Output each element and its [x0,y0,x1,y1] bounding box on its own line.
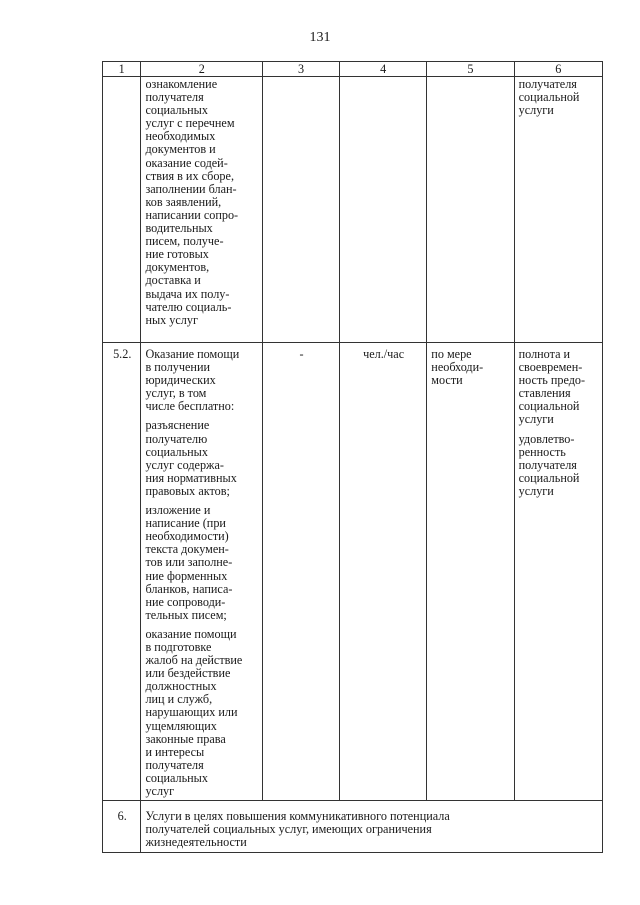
text-line: удовлетво- [518,431,575,446]
text-line: или бездействие [145,666,231,681]
text-line: социальных [145,770,208,785]
text-line: чателю социаль- [145,299,232,314]
text-line: услуг, в том [145,386,207,401]
row-number: 6. [103,801,141,853]
unit-cell [339,77,426,343]
text-line: социальной [518,90,580,105]
page-number: 131 [309,30,331,45]
frequency-text [431,348,510,387]
quality-text [519,78,599,117]
text-line: услуги [518,412,554,427]
services-table [102,61,603,853]
header-cell: 6 [514,62,602,77]
text-line: необходимости) [145,529,229,544]
row-number: 5.2. [103,343,141,801]
text-line: лиц и служб, [145,692,213,707]
frequency-cell [427,77,514,343]
service-description [145,78,259,327]
text-line: числе бесплатно: [145,399,235,414]
table-row-6 [103,801,603,853]
text-line: Оказание помощи [145,347,240,361]
header-cell: 3 [263,62,340,77]
text-line: ков заявлений, [145,194,222,209]
text-line: оказание содей- [145,155,228,170]
unit-value: чел./час [339,343,426,801]
quality-text [519,348,599,498]
text-line: документов и [145,142,216,157]
text-line: написании сопро- [145,207,239,222]
text-line: писем, получе- [145,234,224,249]
text-line: бланков, написа- [145,581,233,596]
text-line: выдача их полу- [145,286,230,301]
text-line: ние готовых [145,247,209,262]
text-line: ние сопроводи- [145,594,226,609]
text-paragraph [145,419,259,498]
table-row-continued [103,77,603,343]
text-line: написание (при [145,516,226,531]
text-line: получателю [145,431,208,446]
quality-cell [514,77,602,343]
text-line: ных услуг [145,312,198,327]
text-line: социальной [518,399,580,414]
cost-cell [263,77,340,343]
text-line: должностных [145,679,217,694]
text-line: в получении [145,360,210,375]
text-line: услуги [518,483,554,498]
text-line: ние форменных [145,568,228,583]
service-description [145,348,259,798]
text-line: ренность [518,444,566,459]
text-paragraph [145,504,259,622]
frequency-cell [427,343,514,801]
text-line: правовых актов; [145,483,230,498]
text-line: законные права [145,731,226,746]
cost-value: - [263,343,340,801]
text-line: ущемляющих [145,718,217,733]
service-description-cell [141,77,263,343]
text-line: изложение и [145,503,211,518]
text-line: необходи- [431,360,484,375]
quality-cell [514,343,602,801]
row-number-cell [103,77,141,343]
text-line: тельных писем; [145,607,227,622]
text-line: своевремен- [518,360,583,375]
text-line: текста докумен- [145,542,229,557]
text-line: получателя [145,90,204,105]
text-line: жизнедеятельности [145,835,247,850]
text-paragraph [519,348,599,427]
text-line: оказание помощи [145,626,237,641]
text-line: доставка и [145,273,201,288]
text-line: услуг [145,784,175,798]
service-description-cell [141,343,263,801]
text-line: услуг с перечнем [145,116,235,131]
text-paragraph [519,433,599,498]
text-line: жалоб на действие [145,653,243,668]
text-line: полнота и [518,347,571,361]
text-line: в подготовке [145,639,212,654]
table-row-5-2 [103,343,603,801]
text-line: мости [431,373,463,388]
text-line: Услуги в целях повышения коммуникативного потенциала [145,809,450,824]
text-line: ность предо- [518,373,586,388]
header-cell: 1 [103,62,141,77]
text-line: услуг содержа- [145,457,224,472]
text-line: водительных [145,221,213,236]
text-line: разъяснение [145,418,210,433]
text-line: ознакомление [145,77,218,91]
text-line: и интересы [145,744,205,759]
header-cell: 2 [141,62,263,77]
text-line: получателя [518,457,577,472]
text-line: ния нормативных [145,470,237,485]
text-line: юридических [145,373,216,388]
text-line: социальных [145,444,208,459]
text-line: услуги [518,103,554,118]
text-line: ствия в их сборе, [145,168,234,183]
section-title [145,810,599,849]
text-line: получателя [518,77,577,91]
text-line: заполнении блан- [145,181,237,196]
text-line: получателей социальных услуг, имеющих ограничения [145,822,432,837]
header-cell: 4 [339,62,426,77]
header-cell: 5 [427,62,514,77]
section-title-cell [141,801,603,853]
text-line: необходимых [145,129,216,144]
text-line: социальных [145,103,208,118]
text-line: ставления [518,386,571,401]
text-line: нарушающих или [145,705,238,720]
text-line: документов, [145,260,210,275]
text-line: получателя [145,757,204,772]
table-header-row [103,62,603,77]
text-line: по мере [431,347,472,361]
text-line: тов или заполне- [145,555,233,570]
text-paragraph [145,628,259,798]
text-line: социальной [518,470,580,485]
text-paragraph [145,348,259,413]
